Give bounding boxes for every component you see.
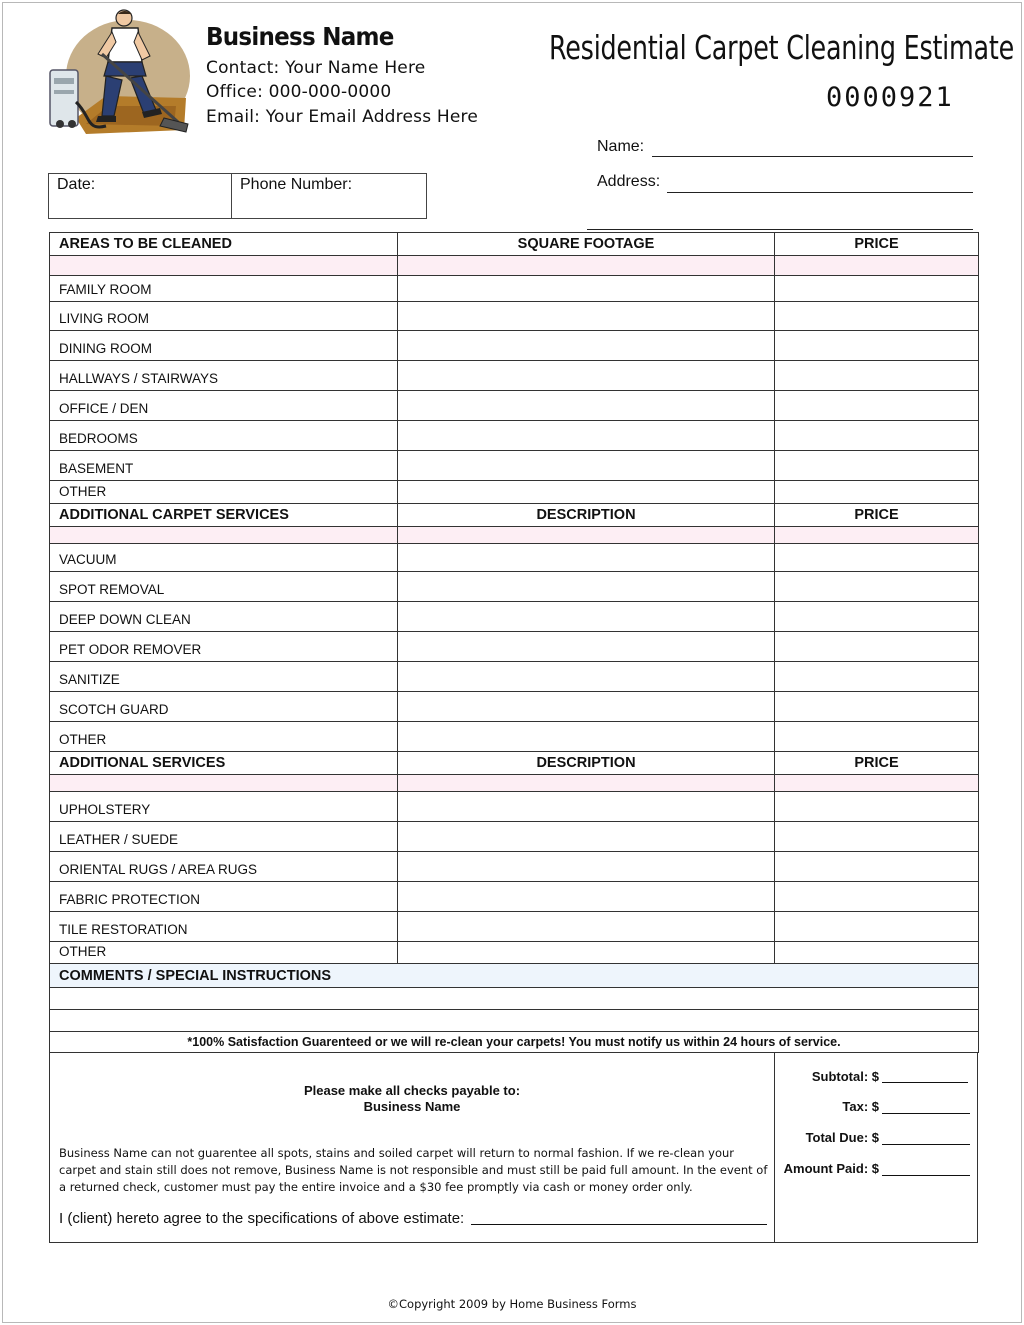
row-label: TILE RESTORATION (50, 912, 398, 942)
areas-header: AREAS TO BE CLEANED (50, 233, 398, 256)
price-cell[interactable] (775, 662, 979, 692)
areas-header-row (50, 233, 979, 256)
payment-terms-box (49, 1053, 978, 1243)
table-row (50, 276, 979, 302)
agreement-label: I (client) hereto agree to the specifications of above estimate: (59, 1210, 465, 1227)
description-cell[interactable] (398, 882, 775, 912)
spacer-row (50, 775, 979, 792)
row-label: ORIENTAL RUGS / AREA RUGS (50, 852, 398, 882)
row-label: DEEP DOWN CLEAN (50, 602, 398, 632)
total-due-field[interactable] (882, 1144, 970, 1145)
tax-field[interactable] (882, 1113, 970, 1114)
other-services-header: ADDITIONAL SERVICES (50, 752, 398, 775)
sqft-cell[interactable] (398, 361, 775, 391)
sqft-cell[interactable] (398, 391, 775, 421)
date-phone-box (48, 173, 427, 219)
checks-payable-name: Business Name (363, 1099, 461, 1114)
name-field[interactable] (652, 156, 973, 157)
description-cell[interactable] (398, 692, 775, 722)
amount-paid-label: Amount Paid: $ (783, 1161, 879, 1176)
description-cell[interactable] (398, 572, 775, 602)
price-cell[interactable] (775, 361, 979, 391)
totals-divider (774, 1053, 775, 1242)
estimate-number: 0000921 (826, 82, 954, 113)
copyright: ©Copyright 2009 by Home Business Forms (387, 1297, 637, 1311)
address-field-2[interactable] (587, 229, 973, 230)
table-row (50, 722, 979, 752)
price-cell[interactable] (775, 632, 979, 662)
office-line: Office: 000-000-0000 (206, 82, 392, 102)
row-label: BEDROOMS (50, 421, 398, 451)
table-row (50, 572, 979, 602)
row-label: OTHER (50, 481, 398, 504)
row-label: SPOT REMOVAL (50, 572, 398, 602)
table-row (50, 602, 979, 632)
document-title: Residential Carpet Cleaning Estimate (549, 28, 1015, 67)
table-row (50, 421, 979, 451)
table-row (50, 692, 979, 722)
description-cell[interactable] (398, 544, 775, 572)
signature-field[interactable] (471, 1224, 767, 1225)
price-cell[interactable] (775, 331, 979, 361)
date-label: Date: (57, 176, 96, 193)
business-name: Business Name (206, 22, 394, 51)
carpet-cleaner-logo (46, 6, 192, 138)
description-cell[interactable] (398, 632, 775, 662)
row-label: BASEMENT (50, 451, 398, 481)
row-label: UPHOLSTERY (50, 792, 398, 822)
description-cell[interactable] (398, 822, 775, 852)
email-line: Email: Your Email Address Here (206, 107, 478, 127)
subtotal-field[interactable] (882, 1082, 968, 1083)
row-label: LEATHER / SUEDE (50, 822, 398, 852)
row-label: FAMILY ROOM (50, 276, 398, 302)
price-cell[interactable] (775, 852, 979, 882)
sqft-cell[interactable] (398, 481, 775, 504)
price-cell[interactable] (775, 276, 979, 302)
other-services-header-row (50, 752, 979, 775)
table-row (50, 632, 979, 662)
square-footage-header: SQUARE FOOTAGE (398, 233, 775, 256)
estimate-table (49, 232, 979, 1053)
row-label: HALLWAYS / STAIRWAYS (50, 361, 398, 391)
table-row (50, 912, 979, 942)
guarantee-row (50, 1032, 979, 1053)
description-cell[interactable] (398, 662, 775, 692)
table-row (50, 822, 979, 852)
price-cell[interactable] (775, 602, 979, 632)
sqft-cell[interactable] (398, 331, 775, 361)
subtotal-label: Subtotal: $ (811, 1069, 879, 1084)
price-cell[interactable] (775, 912, 979, 942)
carpet-services-header-row (50, 504, 979, 527)
price-cell[interactable] (775, 942, 979, 964)
description-cell[interactable] (398, 852, 775, 882)
comments-line[interactable] (50, 1010, 979, 1032)
price-header: PRICE (775, 233, 979, 256)
price-cell[interactable] (775, 822, 979, 852)
date-phone-divider (231, 174, 232, 218)
phone-label: Phone Number: (240, 176, 353, 193)
description-cell[interactable] (398, 722, 775, 752)
price-cell[interactable] (775, 302, 979, 331)
total-due-label: Total Due: $ (805, 1130, 879, 1145)
description-cell[interactable] (398, 792, 775, 822)
table-row (50, 302, 979, 331)
sqft-cell[interactable] (398, 451, 775, 481)
table-row (50, 331, 979, 361)
price-cell[interactable] (775, 692, 979, 722)
table-row (50, 882, 979, 912)
price-cell[interactable] (775, 882, 979, 912)
description-cell[interactable] (398, 942, 775, 964)
description-header: DESCRIPTION (398, 752, 775, 775)
table-row (50, 451, 979, 481)
table-row (50, 792, 979, 822)
tax-label: Tax: $ (842, 1099, 879, 1114)
row-label: SCOTCH GUARD (50, 692, 398, 722)
price-cell[interactable] (775, 544, 979, 572)
row-label: SANITIZE (50, 662, 398, 692)
comments-header: COMMENTS / SPECIAL INSTRUCTIONS (50, 964, 979, 988)
price-header: PRICE (775, 504, 979, 527)
table-row (50, 361, 979, 391)
comments-line[interactable] (50, 988, 979, 1010)
address-label: Address: (597, 173, 661, 190)
row-label: PET ODOR REMOVER (50, 632, 398, 662)
price-cell[interactable] (775, 722, 979, 752)
table-row (50, 852, 979, 882)
table-row (50, 481, 979, 504)
description-cell[interactable] (398, 602, 775, 632)
sqft-cell[interactable] (398, 302, 775, 331)
table-row (50, 544, 979, 572)
disclaimer-text: Business Name can not guarentee all spots, stains and soiled carpet will return to normal fashion. If we re-clean your carpet and stain still does not remove, Business Name is not responsible and must still be paid full amount. In the event of a returned check, customer must pay the entire invoice and a $30 fee promptly via cash or money order only. (59, 1146, 768, 1194)
row-label: OTHER (50, 942, 398, 964)
row-label: FABRIC PROTECTION (50, 882, 398, 912)
price-cell[interactable] (775, 391, 979, 421)
price-cell[interactable] (775, 451, 979, 481)
description-cell[interactable] (398, 912, 775, 942)
price-cell[interactable] (775, 481, 979, 504)
table-row (50, 662, 979, 692)
row-label: DINING ROOM (50, 331, 398, 361)
price-header: PRICE (775, 752, 979, 775)
row-label: OFFICE / DEN (50, 391, 398, 421)
price-cell[interactable] (775, 421, 979, 451)
checks-payable (262, 1083, 562, 1115)
sqft-cell[interactable] (398, 421, 775, 451)
row-label: LIVING ROOM (50, 302, 398, 331)
row-label: VACUUM (50, 544, 398, 572)
contact-line: Contact: Your Name Here (206, 58, 426, 78)
sqft-cell[interactable] (398, 276, 775, 302)
table-row (50, 942, 979, 964)
carpet-services-header: ADDITIONAL CARPET SERVICES (50, 504, 398, 527)
checks-payable-label: Please make all checks payable to: (303, 1083, 521, 1098)
amount-paid-field[interactable] (882, 1175, 970, 1176)
guarantee-text: *100% Satisfaction Guarenteed or we will re-clean your carpets! You must notify us within 24 hours of service. (50, 1032, 979, 1053)
row-label: OTHER (50, 722, 398, 752)
price-cell[interactable] (775, 572, 979, 602)
address-field-1[interactable] (667, 192, 973, 193)
description-header: DESCRIPTION (398, 504, 775, 527)
spacer-row (50, 527, 979, 544)
name-label: Name: (597, 138, 645, 155)
price-cell[interactable] (775, 792, 979, 822)
comments-header-row (50, 964, 979, 988)
spacer-row (50, 256, 979, 276)
table-row (50, 391, 979, 421)
